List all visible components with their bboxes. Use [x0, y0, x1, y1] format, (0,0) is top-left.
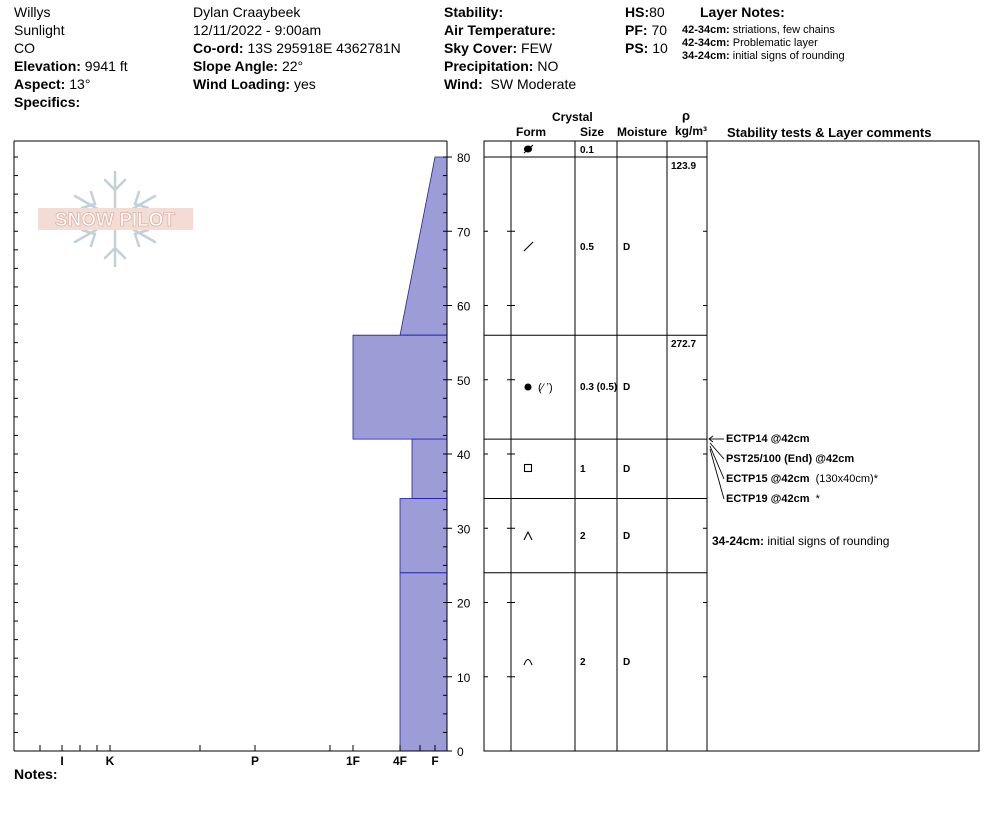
density-symbol: ρ	[682, 108, 691, 123]
moisture-header: Moisture	[617, 125, 668, 139]
layer-note-text: Problematic layer	[732, 37, 818, 49]
hardness-tick-labels	[60, 754, 438, 768]
depth-tick-label: 60	[457, 299, 471, 314]
layer-size: 0.3 (0.5)	[580, 382, 618, 393]
aspect-value: 13°	[69, 76, 91, 92]
snowpilot-watermark	[38, 172, 193, 266]
depth-tick-label: 50	[457, 373, 471, 388]
stability-test: PST25/100 (End) @42cm	[726, 453, 855, 465]
surface-hoar-icon	[524, 145, 533, 153]
air-temp-label: Air Temperature:	[444, 22, 556, 38]
layer-note-range: 34-24cm:	[682, 50, 730, 62]
layer-density: 272.7	[671, 339, 697, 350]
layer-moisture: D	[623, 464, 631, 475]
depth-tick-label: 20	[457, 596, 471, 611]
layer-size: 0.5	[580, 242, 594, 253]
layer-note-range: 42-34cm:	[682, 37, 730, 49]
state-name: CO	[14, 40, 35, 56]
hardness-tick-label: K	[105, 754, 115, 768]
faceted-icon	[525, 465, 532, 472]
rounding-depth-hoar-icon	[524, 660, 532, 666]
wind-loading-label: Wind Loading:	[193, 76, 291, 92]
layer-size: 2	[580, 657, 586, 668]
hardness-segment	[400, 573, 447, 751]
stability-test-label: ECTP15 @42cm	[726, 473, 810, 485]
aspect-label: Aspect:	[14, 76, 66, 92]
layer-comment	[712, 534, 889, 548]
axis-ticks	[14, 157, 452, 751]
layer-size: 2	[580, 531, 586, 542]
depth-tick-labels	[457, 151, 471, 759]
hardness-segment	[400, 499, 447, 573]
hardness-tick-label: 1F	[345, 754, 361, 768]
layer-note-range: 42-34cm:	[682, 24, 730, 36]
stability-label: Stability:	[444, 4, 504, 20]
depth-hoar-icon	[524, 532, 532, 540]
crystal-form-symbols	[524, 145, 553, 665]
stability-test-label: ECTP19 @42cm	[726, 493, 810, 505]
wind-loading-value: yes	[293, 76, 316, 92]
coord-value: 13S 295918E 4362781N	[247, 40, 401, 56]
layer-note-text: initial signs of rounding	[732, 50, 845, 62]
layer-moisture: D	[623, 382, 631, 393]
table-depth-ticks	[484, 157, 707, 751]
coord-label: Co-ord:	[193, 40, 244, 56]
hs-label: HS:	[625, 4, 650, 20]
pf-label: PF:	[625, 22, 648, 38]
stability-test: ECTP14 @42cm	[726, 433, 810, 445]
stability-test	[726, 473, 878, 485]
slope-label: Slope Angle:	[193, 58, 279, 74]
layer-table	[484, 141, 979, 751]
hardness-tick-label: I	[60, 754, 64, 768]
stability-test-extra: (130x40cm)*	[815, 473, 878, 485]
layer-moisture: D	[623, 531, 631, 542]
hardness-segment	[400, 157, 447, 335]
hardness-tick-label: 4F	[392, 754, 408, 768]
depth-tick-label: 70	[457, 225, 471, 240]
layer-rows	[484, 157, 707, 573]
sky-label: Sky Cover:	[444, 40, 518, 56]
layer-density: 123.9	[671, 161, 697, 172]
watermark-text: SNOW PILOT	[54, 210, 176, 231]
depth-tick-label: 10	[457, 670, 471, 685]
layer-size: 0.1	[580, 145, 594, 156]
hardness-tick-label: P	[250, 754, 260, 768]
stability-test-extra: *	[815, 493, 820, 505]
depth-tick-label: 40	[457, 448, 471, 462]
observer-name: Dylan Craaybeek	[193, 4, 301, 20]
form-header: Form	[516, 125, 546, 139]
area-name: Sunlight	[14, 22, 65, 38]
wind-value: SW Moderate	[490, 76, 577, 92]
depth-tick-label: 80	[457, 151, 471, 165]
hardness-tick-label: F	[431, 754, 439, 768]
notes-label: Notes:	[14, 766, 58, 782]
comments-header: Stability tests & Layer comments	[727, 125, 932, 140]
hardness-segment	[353, 335, 447, 439]
layer-size: 1	[580, 464, 586, 475]
elevation-value: 9941 ft	[84, 58, 128, 74]
hardness-segment	[412, 439, 447, 498]
wind-label: Wind:	[444, 76, 483, 92]
size-header: Size	[580, 125, 605, 139]
layer-note-text: striations, few chains	[732, 24, 835, 36]
layer-comment-range: 34-24cm:	[712, 534, 765, 548]
ps-label: PS:	[625, 40, 649, 56]
ps-value: 10	[652, 40, 668, 56]
hs-value: 80	[649, 4, 665, 20]
precip-label: Precipitation:	[444, 58, 534, 74]
observation-datetime: 12/11/2022 - 9:00am	[193, 22, 322, 38]
location-name: Willys	[14, 4, 51, 20]
stability-test	[726, 493, 820, 505]
depth-tick-label: 0	[457, 745, 464, 759]
density-unit: kg/m³	[675, 124, 708, 138]
pf-value: 70	[651, 22, 668, 38]
crystal-header: Crystal	[552, 110, 593, 124]
decomposing-fragments-icon	[524, 242, 533, 251]
secondary-form-icon: (⁄ ʼ)	[538, 382, 553, 394]
layer-comment-text: initial signs of rounding	[767, 534, 890, 548]
depth-tick-label: 30	[457, 522, 471, 537]
specifics-label: Specifics:	[14, 94, 81, 110]
hardness-profile	[353, 157, 447, 751]
layer-moisture: D	[623, 657, 631, 668]
rounds-icon	[525, 384, 531, 390]
sky-value: FEW	[521, 40, 553, 56]
precip-value: NO	[537, 58, 559, 74]
layer-notes-title: Layer Notes:	[700, 4, 785, 20]
layer-moisture: D	[623, 242, 631, 253]
slope-value: 22°	[281, 58, 304, 74]
elevation-label: Elevation:	[14, 58, 81, 74]
test-arrows	[709, 436, 724, 499]
